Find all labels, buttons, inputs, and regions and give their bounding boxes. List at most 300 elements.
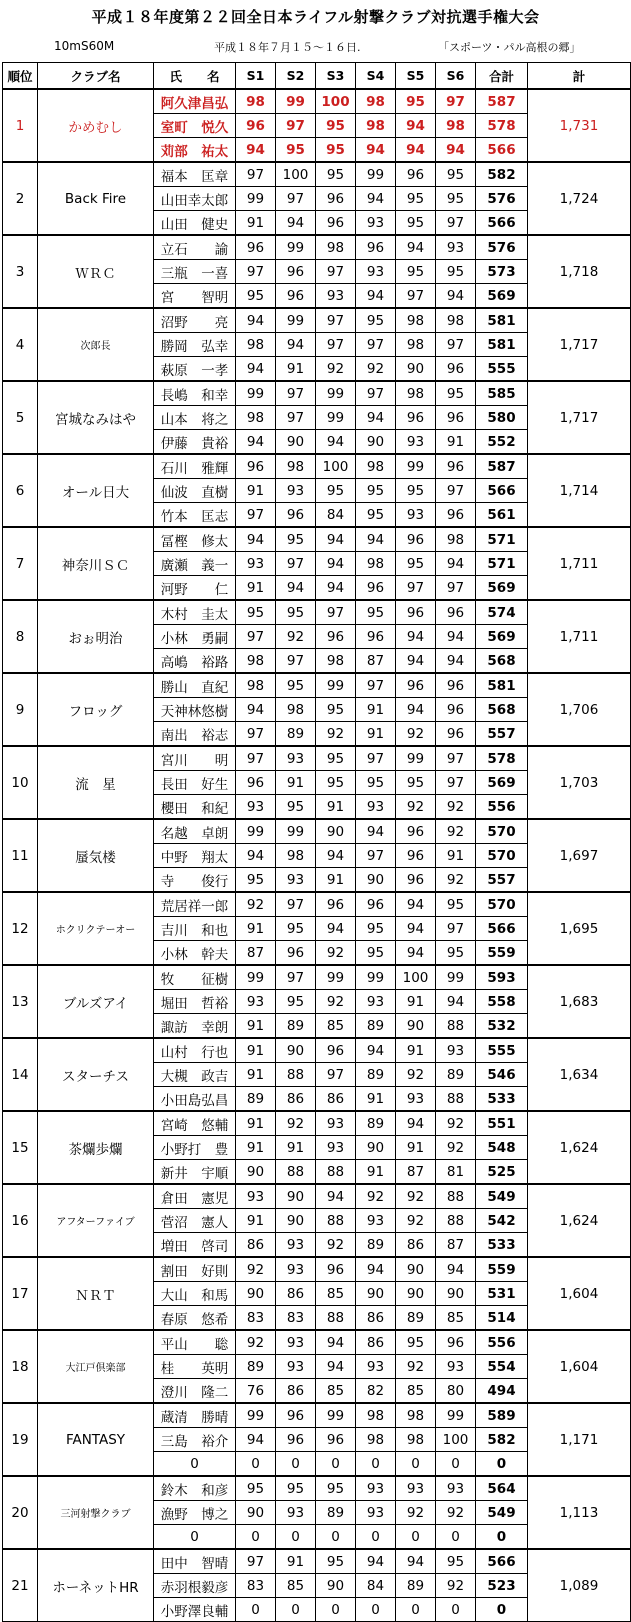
- shooter-subtotal: 578: [476, 746, 528, 771]
- shooter-subtotal: 593: [476, 965, 528, 990]
- series-score-s3: 97: [316, 260, 356, 284]
- series-score-s3: 96: [316, 187, 356, 211]
- series-score-s6: 97: [436, 917, 476, 941]
- shooter-subtotal: 533: [476, 1087, 528, 1112]
- team-total: 1,604: [528, 1257, 631, 1330]
- series-score-s4: 98: [356, 114, 396, 138]
- header-s1: S1: [236, 63, 276, 90]
- series-score-s3: 97: [316, 333, 356, 357]
- series-score-s5: 94: [396, 138, 436, 163]
- series-score-s6: 91: [436, 844, 476, 868]
- team-total: 1,683: [528, 965, 631, 1038]
- shooter-subtotal: 580: [476, 406, 528, 430]
- series-score-s2: 94: [276, 211, 316, 236]
- series-score-s1: 91: [236, 479, 276, 503]
- series-score-s3: 95: [316, 114, 356, 138]
- team-rank: 10: [3, 746, 38, 819]
- shooter-subtotal: 557: [476, 722, 528, 747]
- shooter-name: 室町 悦久: [154, 114, 236, 138]
- series-score-s6: 95: [436, 162, 476, 187]
- series-score-s4: 97: [356, 333, 396, 357]
- series-score-s6: 95: [436, 260, 476, 284]
- series-score-s1: 98: [236, 89, 276, 114]
- series-score-s5: 94: [396, 114, 436, 138]
- series-score-s5: 96: [396, 600, 436, 625]
- series-score-s4: 97: [356, 746, 396, 771]
- team-total: 1,706: [528, 673, 631, 746]
- series-score-s3: 94: [316, 844, 356, 868]
- team-rank: 3: [3, 235, 38, 308]
- series-score-s5: 99: [396, 746, 436, 771]
- shooter-subtotal: 531: [476, 1282, 528, 1306]
- series-score-s6: 94: [436, 552, 476, 576]
- table-row: [3, 746, 631, 771]
- series-score-s5: 98: [396, 381, 436, 406]
- series-score-s4: 98: [356, 89, 396, 114]
- series-score-s5: 0: [396, 1525, 436, 1550]
- team-rank: 19: [3, 1403, 38, 1476]
- series-score-s6: 92: [436, 868, 476, 893]
- shooter-name: 河野 仁: [154, 576, 236, 601]
- series-score-s3: 84: [316, 503, 356, 528]
- header-s6: S6: [436, 63, 476, 90]
- series-score-s1: 95: [236, 868, 276, 893]
- series-score-s5: 93: [396, 1476, 436, 1501]
- series-score-s4: 98: [356, 1428, 396, 1452]
- series-score-s1: 0: [236, 1452, 276, 1477]
- header-row: [3, 63, 631, 90]
- page-title: 平成１８年度第２２回全日本ライフル射撃クラブ対抗選手権大会: [91, 8, 540, 26]
- series-score-s4: 94: [356, 406, 396, 430]
- series-score-s4: 92: [356, 1184, 396, 1209]
- header-name: 氏 名: [154, 63, 236, 90]
- series-score-s5: 92: [396, 1209, 436, 1233]
- series-score-s4: 96: [356, 235, 396, 260]
- series-score-s4: 97: [356, 381, 396, 406]
- series-score-s3: 97: [316, 308, 356, 333]
- series-score-s4: 99: [356, 965, 396, 990]
- series-score-s1: 92: [236, 892, 276, 917]
- series-score-s5: 93: [396, 430, 436, 455]
- series-score-s2: 90: [276, 1184, 316, 1209]
- series-score-s1: 96: [236, 114, 276, 138]
- table-row: [3, 1403, 631, 1428]
- shooter-name: 中野 翔太: [154, 844, 236, 868]
- series-score-s2: 98: [276, 844, 316, 868]
- team-club: オール日大: [38, 454, 154, 527]
- series-score-s4: 82: [356, 1379, 396, 1404]
- shooter-name: 三瓶 一喜: [154, 260, 236, 284]
- shooter-name: 櫻田 和紀: [154, 795, 236, 820]
- shooter-subtotal: 523: [476, 1574, 528, 1598]
- series-score-s4: 93: [356, 1209, 396, 1233]
- series-score-s2: 96: [276, 503, 316, 528]
- series-score-s3: 98: [316, 649, 356, 674]
- series-score-s1: 93: [236, 795, 276, 820]
- series-score-s2: 97: [276, 406, 316, 430]
- team-rank: 6: [3, 454, 38, 527]
- team-club: FANTASY: [38, 1403, 154, 1476]
- series-score-s3: 0: [316, 1598, 356, 1622]
- shooter-subtotal: 551: [476, 1111, 528, 1136]
- series-score-s5: 91: [396, 1038, 436, 1063]
- shooter-name: 長田 好生: [154, 771, 236, 795]
- series-score-s6: 92: [436, 1574, 476, 1598]
- series-score-s4: 96: [356, 625, 396, 649]
- table-row: [3, 454, 631, 479]
- series-score-s3: 99: [316, 673, 356, 698]
- shooter-subtotal: 570: [476, 892, 528, 917]
- series-score-s6: 94: [436, 138, 476, 163]
- series-score-s1: 76: [236, 1379, 276, 1404]
- series-score-s3: 94: [316, 430, 356, 455]
- series-score-s2: 91: [276, 1549, 316, 1574]
- series-score-s3: 98: [316, 235, 356, 260]
- shooter-name: 宮 智明: [154, 284, 236, 309]
- series-score-s6: 0: [436, 1452, 476, 1477]
- series-score-s5: 92: [396, 795, 436, 820]
- series-score-s1: 91: [236, 211, 276, 236]
- series-score-s1: 95: [236, 1476, 276, 1501]
- series-score-s3: 95: [316, 771, 356, 795]
- series-score-s1: 86: [236, 1233, 276, 1258]
- team-total: 1,711: [528, 600, 631, 673]
- series-score-s5: 92: [396, 1184, 436, 1209]
- shooter-subtotal: 548: [476, 1136, 528, 1160]
- series-score-s5: 92: [396, 1501, 436, 1525]
- series-score-s3: 92: [316, 1233, 356, 1258]
- shooter-subtotal: 589: [476, 1403, 528, 1428]
- series-score-s1: 95: [236, 600, 276, 625]
- series-score-s3: 88: [316, 1306, 356, 1331]
- series-score-s5: 92: [396, 1355, 436, 1379]
- series-score-s6: 97: [436, 771, 476, 795]
- series-score-s2: 91: [276, 1136, 316, 1160]
- series-score-s6: 96: [436, 1330, 476, 1355]
- shooter-subtotal: 532: [476, 1014, 528, 1039]
- results-table: [2, 62, 631, 1622]
- series-score-s3: 93: [316, 1111, 356, 1136]
- shooter-subtotal: 561: [476, 503, 528, 528]
- series-score-s4: 0: [356, 1525, 396, 1550]
- series-score-s3: 95: [316, 1476, 356, 1501]
- shooter-name: 漁野 博之: [154, 1501, 236, 1525]
- shooter-subtotal: 566: [476, 917, 528, 941]
- header-s3: S3: [316, 63, 356, 90]
- series-score-s6: 0: [436, 1598, 476, 1622]
- series-score-s3: 0: [316, 1452, 356, 1477]
- shooter-name: 春原 悠希: [154, 1306, 236, 1331]
- header-subtotal: 合計: [476, 63, 528, 90]
- series-score-s6: 88: [436, 1014, 476, 1039]
- series-score-s3: 94: [316, 1330, 356, 1355]
- shooter-name: 澄川 隆二: [154, 1379, 236, 1404]
- shooter-subtotal: 566: [476, 479, 528, 503]
- series-score-s3: 94: [316, 527, 356, 552]
- team-rank: 4: [3, 308, 38, 381]
- series-score-s4: 94: [356, 284, 396, 309]
- series-score-s6: 97: [436, 479, 476, 503]
- shooter-name: 高嶋 裕路: [154, 649, 236, 674]
- series-score-s4: 94: [356, 1549, 396, 1574]
- series-score-s5: 86: [396, 1233, 436, 1258]
- series-score-s6: 88: [436, 1209, 476, 1233]
- shooter-name: 割田 好則: [154, 1257, 236, 1282]
- series-score-s2: 99: [276, 89, 316, 114]
- series-score-s2: 0: [276, 1452, 316, 1477]
- team-total: 1,718: [528, 235, 631, 308]
- series-score-s6: 92: [436, 795, 476, 820]
- series-score-s4: 94: [356, 187, 396, 211]
- series-score-s1: 91: [236, 1136, 276, 1160]
- shooter-name: 0: [154, 1452, 236, 1477]
- header-club: クラブ名: [38, 63, 154, 90]
- series-score-s5: 94: [396, 625, 436, 649]
- team-club: おぉ明治: [38, 600, 154, 673]
- series-score-s6: 85: [436, 1306, 476, 1331]
- series-score-s5: 92: [396, 722, 436, 747]
- team-total: 1,731: [528, 89, 631, 162]
- shooter-subtotal: 558: [476, 990, 528, 1014]
- shooter-name: 天神林悠樹: [154, 698, 236, 722]
- table-row: [3, 965, 631, 990]
- series-score-s6: 91: [436, 430, 476, 455]
- series-score-s2: 89: [276, 1014, 316, 1039]
- shooter-name: 0: [154, 1525, 236, 1550]
- series-score-s6: 92: [436, 1111, 476, 1136]
- shooter-subtotal: 542: [476, 1209, 528, 1233]
- series-score-s3: 94: [316, 1355, 356, 1379]
- shooter-subtotal: 564: [476, 1476, 528, 1501]
- series-score-s3: 90: [316, 819, 356, 844]
- series-score-s3: 85: [316, 1282, 356, 1306]
- shooter-subtotal: 546: [476, 1063, 528, 1087]
- series-score-s1: 89: [236, 1355, 276, 1379]
- table-row: [3, 527, 631, 552]
- series-score-s1: 94: [236, 308, 276, 333]
- series-score-s3: 85: [316, 1014, 356, 1039]
- shooter-subtotal: 525: [476, 1160, 528, 1185]
- shooter-subtotal: 494: [476, 1379, 528, 1404]
- table-row: [3, 1111, 631, 1136]
- series-score-s1: 98: [236, 333, 276, 357]
- series-score-s2: 98: [276, 454, 316, 479]
- series-score-s5: 95: [396, 552, 436, 576]
- shooter-subtotal: 549: [476, 1184, 528, 1209]
- series-score-s4: 97: [356, 844, 396, 868]
- series-score-s3: 97: [316, 1063, 356, 1087]
- series-score-s3: 95: [316, 1549, 356, 1574]
- series-score-s2: 99: [276, 308, 316, 333]
- team-total: 1,624: [528, 1111, 631, 1184]
- series-score-s5: 96: [396, 162, 436, 187]
- series-score-s3: 100: [316, 454, 356, 479]
- series-score-s4: 95: [356, 941, 396, 966]
- shooter-subtotal: 556: [476, 1330, 528, 1355]
- series-score-s1: 90: [236, 1282, 276, 1306]
- series-score-s6: 97: [436, 746, 476, 771]
- series-score-s6: 98: [436, 527, 476, 552]
- team-club: アフターファイブ: [38, 1184, 154, 1257]
- series-score-s2: 95: [276, 795, 316, 820]
- series-score-s5: 94: [396, 235, 436, 260]
- shooter-name: 伊藤 貴裕: [154, 430, 236, 455]
- series-score-s1: 97: [236, 746, 276, 771]
- series-score-s1: 94: [236, 1428, 276, 1452]
- series-score-s4: 89: [356, 1014, 396, 1039]
- table-row: [3, 89, 631, 114]
- team-rank: 15: [3, 1111, 38, 1184]
- series-score-s2: 99: [276, 819, 316, 844]
- series-score-s2: 93: [276, 1355, 316, 1379]
- series-score-s5: 98: [396, 1403, 436, 1428]
- series-score-s2: 88: [276, 1063, 316, 1087]
- series-score-s2: 93: [276, 1257, 316, 1282]
- shooter-name: 桂 英明: [154, 1355, 236, 1379]
- shooter-subtotal: 570: [476, 819, 528, 844]
- series-score-s2: 99: [276, 235, 316, 260]
- shooter-name: 鈴木 和彦: [154, 1476, 236, 1501]
- series-score-s2: 97: [276, 965, 316, 990]
- header-s5: S5: [396, 63, 436, 90]
- shooter-subtotal: 0: [476, 1598, 528, 1622]
- series-score-s4: 89: [356, 1111, 396, 1136]
- series-score-s1: 89: [236, 1087, 276, 1112]
- shooter-subtotal: 569: [476, 771, 528, 795]
- shooter-subtotal: 569: [476, 625, 528, 649]
- shooter-name: 山田 健史: [154, 211, 236, 236]
- shooter-subtotal: 555: [476, 357, 528, 382]
- shooter-subtotal: 581: [476, 333, 528, 357]
- team-club: かめむし: [38, 89, 154, 162]
- shooter-subtotal: 573: [476, 260, 528, 284]
- series-score-s4: 96: [356, 892, 396, 917]
- series-score-s6: 93: [436, 235, 476, 260]
- series-score-s6: 96: [436, 503, 476, 528]
- series-score-s2: 93: [276, 1233, 316, 1258]
- series-score-s6: 98: [436, 308, 476, 333]
- shooter-name: 山田幸太郎: [154, 187, 236, 211]
- team-total: 1,113: [528, 1476, 631, 1549]
- series-score-s2: 95: [276, 527, 316, 552]
- series-score-s6: 96: [436, 406, 476, 430]
- team-club: 流 星: [38, 746, 154, 819]
- series-score-s6: 88: [436, 1184, 476, 1209]
- series-score-s5: 100: [396, 965, 436, 990]
- team-club: ＮＲＴ: [38, 1257, 154, 1330]
- series-score-s6: 95: [436, 1549, 476, 1574]
- series-score-s2: 0: [276, 1598, 316, 1622]
- series-score-s2: 93: [276, 868, 316, 893]
- team-rank: 2: [3, 162, 38, 235]
- team-rank: 1: [3, 89, 38, 162]
- series-score-s1: 91: [236, 917, 276, 941]
- series-score-s1: 91: [236, 1038, 276, 1063]
- series-score-s4: 0: [356, 1452, 396, 1477]
- series-score-s6: 94: [436, 284, 476, 309]
- shooter-name: 吉川 和也: [154, 917, 236, 941]
- series-score-s4: 93: [356, 990, 396, 1014]
- series-score-s1: 93: [236, 1184, 276, 1209]
- series-score-s1: 99: [236, 965, 276, 990]
- series-score-s5: 94: [396, 941, 436, 966]
- team-total: 1,634: [528, 1038, 631, 1111]
- series-score-s3: 100: [316, 89, 356, 114]
- series-score-s1: 98: [236, 649, 276, 674]
- series-score-s5: 0: [396, 1452, 436, 1477]
- shooter-name: 蔵清 勝晴: [154, 1403, 236, 1428]
- series-score-s2: 96: [276, 1403, 316, 1428]
- team-rank: 9: [3, 673, 38, 746]
- series-score-s1: 94: [236, 430, 276, 455]
- series-score-s5: 96: [396, 819, 436, 844]
- shooter-subtotal: 571: [476, 527, 528, 552]
- series-score-s2: 96: [276, 284, 316, 309]
- series-score-s6: 87: [436, 1233, 476, 1258]
- series-score-s1: 96: [236, 771, 276, 795]
- series-score-s2: 95: [276, 673, 316, 698]
- series-score-s3: 90: [316, 1574, 356, 1598]
- series-score-s1: 98: [236, 673, 276, 698]
- series-score-s2: 90: [276, 430, 316, 455]
- series-score-s1: 93: [236, 552, 276, 576]
- team-club: ホーネットHR: [38, 1549, 154, 1622]
- series-score-s4: 86: [356, 1330, 396, 1355]
- series-score-s2: 91: [276, 771, 316, 795]
- shooter-name: 竹本 匡志: [154, 503, 236, 528]
- series-score-s5: 94: [396, 917, 436, 941]
- shooter-name: 山本 将之: [154, 406, 236, 430]
- series-score-s4: 91: [356, 1160, 396, 1185]
- series-score-s2: 100: [276, 162, 316, 187]
- series-score-s2: 97: [276, 649, 316, 674]
- series-score-s1: 95: [236, 284, 276, 309]
- series-score-s2: 95: [276, 600, 316, 625]
- shooter-subtotal: 576: [476, 235, 528, 260]
- series-score-s6: 95: [436, 941, 476, 966]
- series-score-s6: 94: [436, 1257, 476, 1282]
- series-score-s5: 0: [396, 1598, 436, 1622]
- team-total: 1,089: [528, 1549, 631, 1622]
- series-score-s6: 89: [436, 1063, 476, 1087]
- series-score-s3: 96: [316, 1428, 356, 1452]
- shooter-name: 阿久津昌弘: [154, 89, 236, 114]
- team-total: 1,717: [528, 308, 631, 381]
- series-score-s1: 91: [236, 1063, 276, 1087]
- series-score-s6: 94: [436, 649, 476, 674]
- shooter-subtotal: 554: [476, 1355, 528, 1379]
- shooter-subtotal: 568: [476, 698, 528, 722]
- results-body: [3, 89, 631, 1622]
- shooter-name: 南出 裕志: [154, 722, 236, 747]
- series-score-s6: 97: [436, 211, 476, 236]
- series-score-s3: 94: [316, 552, 356, 576]
- series-score-s3: 91: [316, 868, 356, 893]
- series-score-s4: 95: [356, 308, 396, 333]
- shooter-name: 廣瀬 義一: [154, 552, 236, 576]
- series-score-s6: 93: [436, 1476, 476, 1501]
- series-score-s6: 96: [436, 600, 476, 625]
- series-score-s1: 97: [236, 625, 276, 649]
- shooter-name: 宮崎 悠輔: [154, 1111, 236, 1136]
- series-score-s1: 91: [236, 576, 276, 601]
- shooter-subtotal: 587: [476, 454, 528, 479]
- series-score-s1: 94: [236, 527, 276, 552]
- series-score-s2: 83: [276, 1306, 316, 1331]
- team-club: 次郎長: [38, 308, 154, 381]
- table-row: [3, 1549, 631, 1574]
- table-row: [3, 308, 631, 333]
